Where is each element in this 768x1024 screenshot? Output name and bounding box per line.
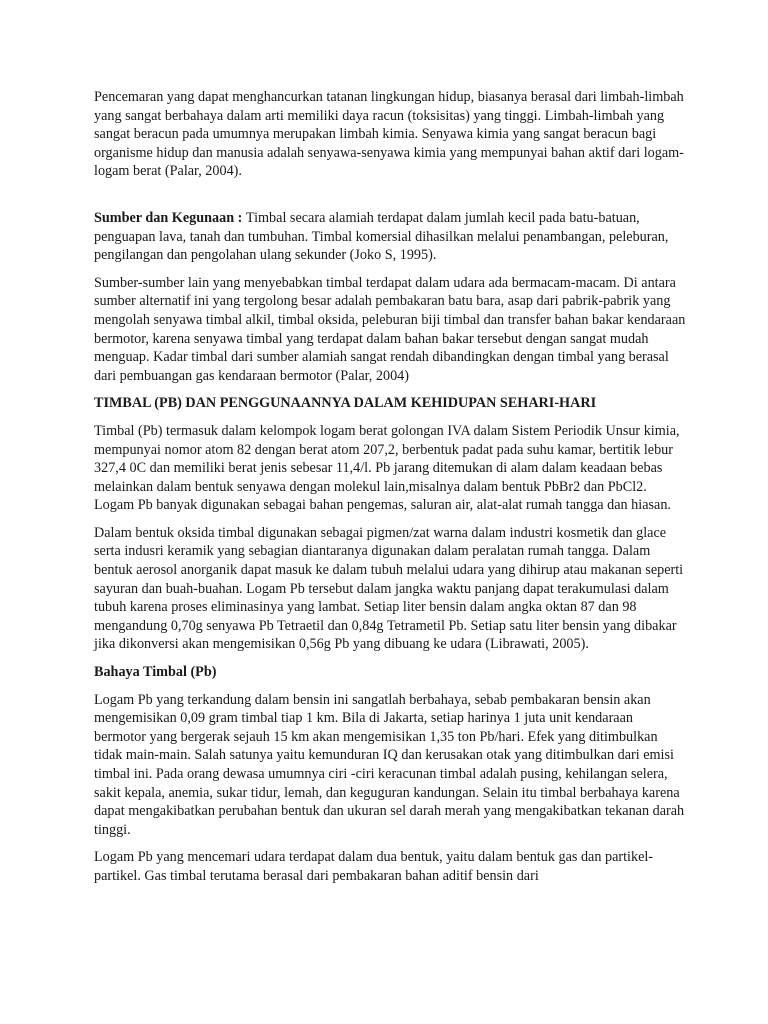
paragraph-sumber-text: Timbal secara alamiah terdapat dalam jumlah kecil pada batu-batuan, penguapan lava, tanah dan tumbuhan. Timbal komersial dihasilkan melalui penambangan, peleburan, pengilangan dan pengolahan ulang sekunder (Joko S, 1995). [94,209,669,264]
heading-timbal-penggunaan: TIMBAL (PB) DAN PENGGUNAANNYA DALAM KEHIDUPAN SEHARI-HARI [94,395,597,412]
paragraph-bahaya: Logam Pb yang terkandung dalam bensin ini sangatlah berbahaya, sebab pembakaran bensin akan mengemisikan 0,09 gram timbal tiap 1 km. Bila di Jakarta, setiap harinya 1 juta unit kendaraan bermotor yang bergerak sejauh 15 km akan mengemisikan 1,35 ton Pb/hari. Efek yang ditimbulkan tidak main-main. Salah satunya yaitu kemunduran IQ dan kerusakan otak yang ditimbulkan dari emisi timbal ini. Pada orang dewasa umumnya ciri -ciri keracunan timbal adalah pusing, kehilangan selera, sakit kepala, anemia, sukar tidur, lemah, dan keguguran kandungan. Selain itu timbal berbahaya karena dapat mengakibatkan perubahan bentuk dan ukuran sel darah merah yang mengakibatkan tekanan darah tinggi. [94,691,685,838]
paragraph-sumber-lain: Sumber-sumber lain yang menyebabkan timbal terdapat dalam udara ada bermacam-macam. Di antara sumber alternatif ini yang tergolong besar adalah pembakaran batu bara, asap dari pabrik-pabrik yang mengolah senyawa timbal alkil, timbal oksida, peleburan biji timbal dan transfer bahan bakar kendaraan bermotor, karena senyawa timbal yang terdapat dalam bahan bakar tersebut dengan sangat mudah menguap. Kadar timbal dari sumber alamiah sangat rendah dibandingkan dengan timbal yang berasal dari pembuangan gas kendaraan bermotor (Palar, 2004) [94,274,686,384]
heading-bahaya-timbal: Bahaya Timbal (Pb) [94,664,217,681]
paragraph-oksida-timbal: Dalam bentuk oksida timbal digunakan sebagai pigmen/zat warna dalam industri kosmetik dan glace serta indusri keramik yang sebagian diantaranya digunakan dalam peralatan rumah tangga. Dalam bentuk aerosol anorganik dapat masuk ke dalam tubuh melalui udara yang dihirup atau makanan seperti sayuran dan buah-buahan. Logam Pb tersebut dalam jangka waktu panjang dapat terakumulasi dalam tubuh karena proses eliminasinya yang lambat. Setiap liter bensin dalam angka oktan 87 dan 98 mengandung 0,70g senyawa Pb Tetraetil dan 0,84g Tetrametil Pb. Setiap satu liter bensin yang dibakar jika dikonversi akan mengemisikan 0,56g Pb yang dibuang ke udara (Librawati, 2005). [94,524,684,653]
paragraph-timbal-definisi: Timbal (Pb) termasuk dalam kelompok logam berat golongan IVA dalam Sistem Periodik Unsur kimia, mempunyai nomor atom 82 dengan berat atom 207,2, berbentuk padat pada suhu kamar, bertitik lebur 327,4 0C dan memiliki berat jenis sebesar 11,4/l. Pb jarang ditemukan di alam dalam keadaan bebas melainkan dalam bentuk senyawa dengan molekul lain,misalnya dalam bentuk PbBr2 dan PbCl2. Logam Pb banyak digunakan sebagai bahan pengemas, saluran air, alat-alat rumah tangga dan hiasan. [94,422,680,514]
paragraph-sumber [94,209,686,265]
paragraph-pencemaran-udara: Logam Pb yang mencemari udara terdapat dalam dua bentuk, yaitu dalam bentuk gas dan partikel-partikel. Gas timbal terutama berasal dari pembakaran bahan aditif bensin dari [94,849,654,884]
paragraph-intro: Pencemaran yang dapat menghancurkan tatanan lingkungan hidup, biasanya berasal dari limbah-limbah yang sangat berbahaya dalam arti memiliki daya racun (toksisitas) yang tinggi. Limbah-limbah yang sangat beracun pada umumnya merupakan limbah kimia. Senyawa kimia yang sangat beracun bagi organisme hidup dan manusia adalah senyawa-senyawa kimia yang mempunyai bahan aktif dari logam-logam berat (Palar, 2004). [94,89,684,180]
heading-sumber-kegunaan: Sumber dan Kegunaan : [94,209,246,226]
